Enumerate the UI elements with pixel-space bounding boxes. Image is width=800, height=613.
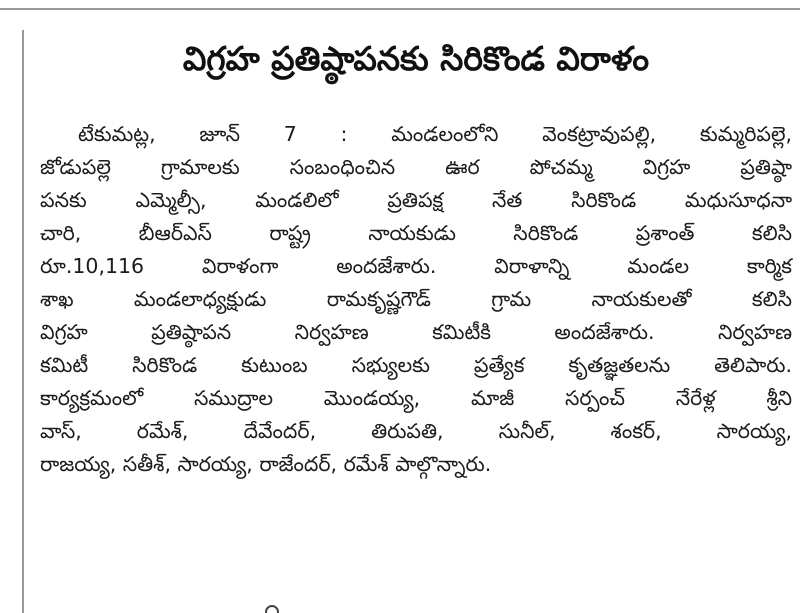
body-line: చారి, బీఆర్ఎస్ రాష్ట్ర నాయకుడు సిరికొండ ప్రశాంత్ కలిసి <box>40 221 792 245</box>
body-line: రాజయ్య, సతీశ్, సారయ్య, రాజేందర్, రమేశ్ పాల్గొన్నారు. <box>40 452 492 476</box>
body-line: కమిటీ సిరికొండ కుటుంబ సభ్యులకు ప్రత్యేక కృతజ్ఞతలను తెలిపారు. <box>40 353 792 377</box>
news-clipping <box>40 22 792 613</box>
body-line: పనకు ఎమ్మెల్సీ, మండలిలో ప్రతిపక్ష నేత సిరికొండ మధుసూధనా <box>40 188 792 212</box>
body-line: రూ.10,116 విరాళంగా అందజేశారు. విరాళాన్ని మండల కార్మిక <box>40 254 792 278</box>
top-divider <box>0 8 800 10</box>
body-line: కార్యక్రమంలో సముద్రాల మొండయ్య, మాజీ సర్పంచ్ నేరేళ్ల శ్రీని <box>40 386 792 410</box>
body-line: టేకుమట్ల, జూన్ 7 : మండలంలోని వెంకట్రావుపల్లి, కుమ్మరిపల్లె, <box>78 122 792 146</box>
headline: విగ్రహ ప్రతిష్ఠాపనకు సిరికొండ విరాళం <box>182 39 650 78</box>
column-divider <box>22 30 24 613</box>
body-line: విగ్రహ ప్రతిష్ఠాపన నిర్వహణ కమిటీకి అందజేశారు. నిర్వహణ <box>40 320 792 344</box>
article-body <box>40 118 792 481</box>
body-line: వాస్, రమేశ్, దేవేందర్, తిరుపతి, సునీల్, శంకర్, సారయ్య, <box>40 419 792 443</box>
cut-off-text-fragment <box>255 605 295 613</box>
body-line: జోడుపల్లె గ్రామాలకు సంబంధించిన ఊర పోచమ్మ విగ్రహ ప్రతిష్ఠా <box>40 155 792 179</box>
body-line: శాఖ మండలాధ్యక్షుడు రామకృష్ణగౌడ్ గ్రామ నాయకులతో కలిసి <box>40 287 792 311</box>
